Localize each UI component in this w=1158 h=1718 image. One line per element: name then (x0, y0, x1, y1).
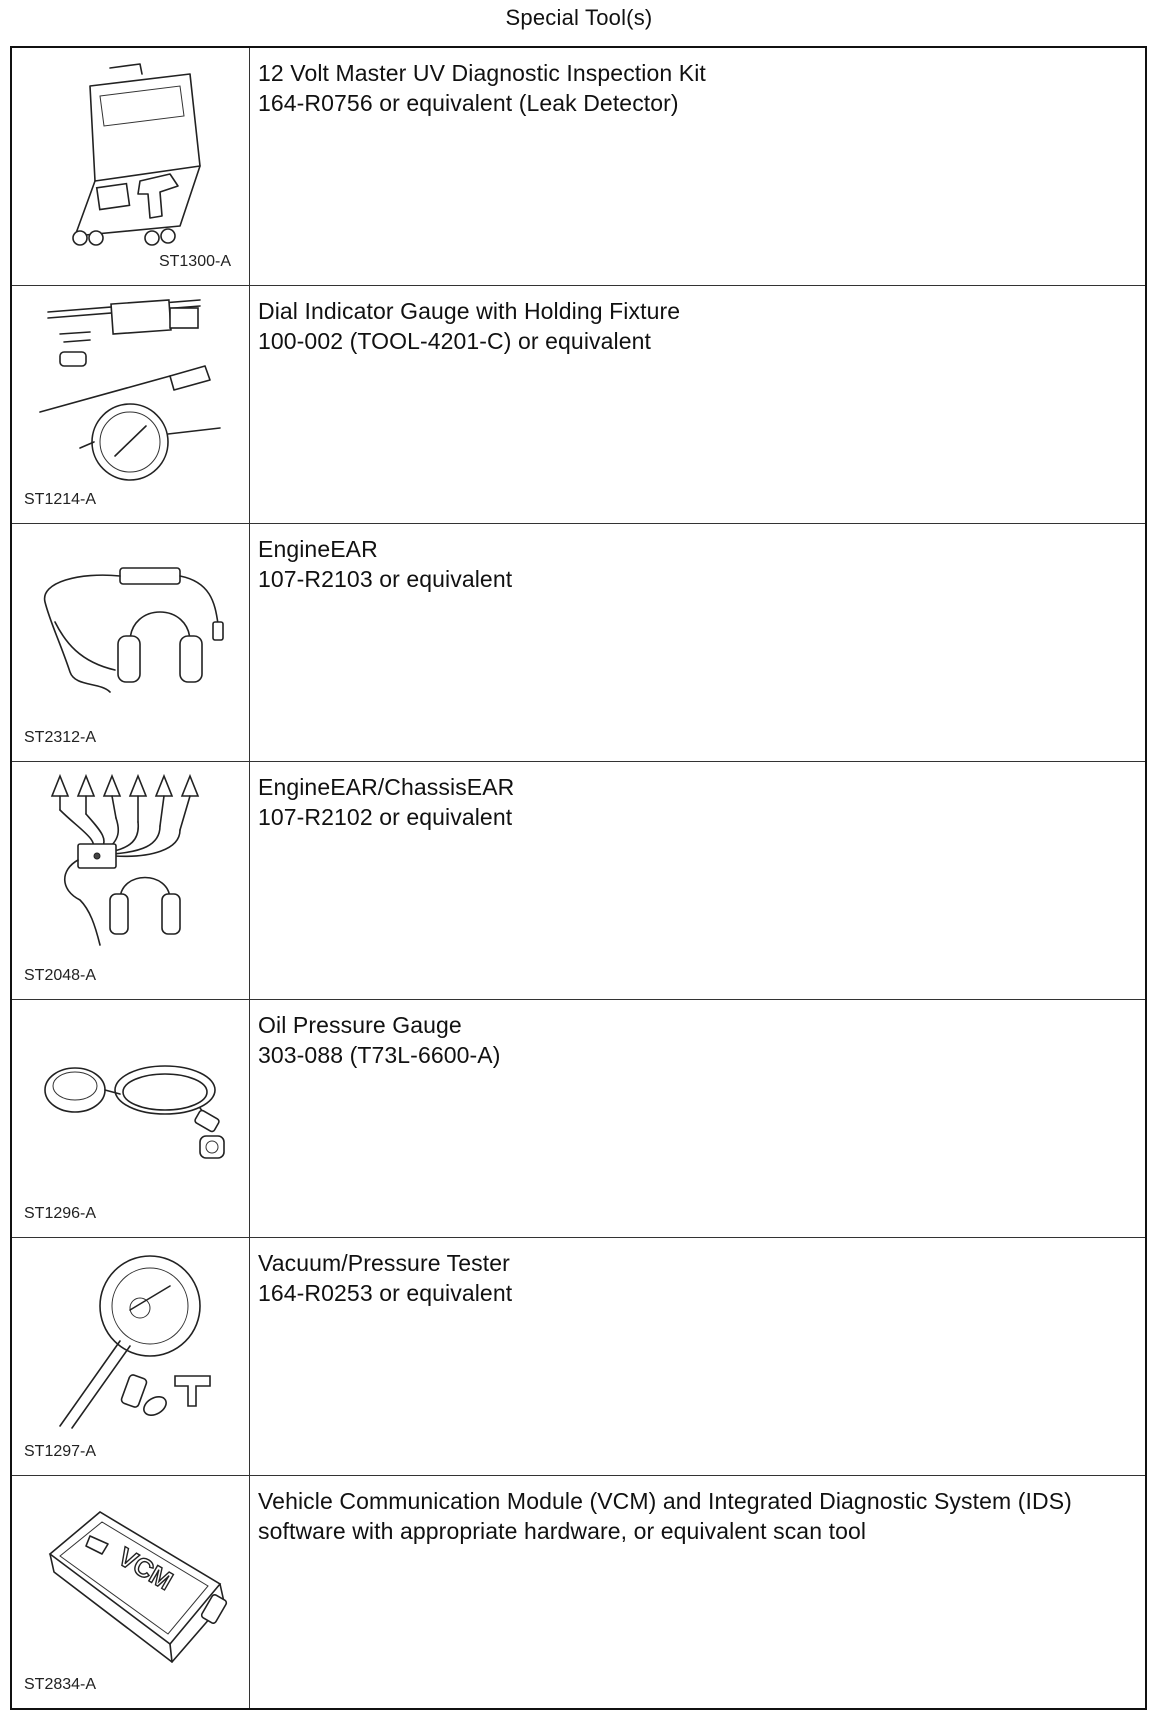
illustration-code: ST2834-A (24, 1676, 97, 1693)
tool-description (250, 286, 1145, 523)
tool-part-number: 164-R0756 or equivalent (Leak Detector) (258, 90, 679, 116)
tool-row (12, 762, 1145, 1000)
tool-illustration-cell (12, 1000, 250, 1237)
tool-name: EngineEAR (258, 536, 378, 562)
vcm-module-icon (20, 1484, 240, 1674)
tool-illustration-cell (12, 1238, 250, 1475)
tool-name: Oil Pressure Gauge (258, 1012, 462, 1038)
chassis-ear-clamps-icon (20, 770, 240, 960)
tool-row (12, 48, 1145, 286)
illustration-code: ST1297-A (24, 1443, 97, 1460)
tool-description (250, 762, 1145, 999)
tool-name: Vehicle Communication Module (VCM) and Integrated Diagnostic System (IDS) (258, 1488, 1072, 1514)
tool-description (250, 48, 1145, 285)
tool-part-number: 107-R2102 or equivalent (258, 804, 513, 830)
tool-illustration-cell (12, 286, 250, 523)
illustration-code: ST2312-A (24, 729, 97, 746)
tool-part-number: 107-R2103 or equivalent (258, 566, 513, 592)
vacuum-pressure-tester-icon (20, 1246, 240, 1436)
illustration-code: ST1214-A (24, 491, 97, 508)
tool-illustration-cell (12, 1476, 250, 1708)
tool-illustration-cell (12, 524, 250, 761)
tool-part-number: 100-002 (TOOL-4201-C) or equivalent (258, 328, 652, 354)
tool-row (12, 524, 1145, 762)
engine-ear-headphones-icon (20, 532, 240, 722)
tool-name: 12 Volt Master UV Diagnostic Inspection Kit (258, 60, 706, 86)
tool-row (12, 1476, 1145, 1708)
uv-inspection-kit-icon (20, 56, 240, 246)
tool-illustration-cell (12, 48, 250, 285)
tool-description (250, 1238, 1145, 1475)
page-title: Special Tool(s) (505, 5, 653, 30)
tool-name: Vacuum/Pressure Tester (258, 1250, 510, 1276)
special-tools-table (10, 46, 1147, 1710)
dial-indicator-gauge-icon (20, 294, 240, 484)
tool-illustration-cell (12, 762, 250, 999)
tool-description (250, 1000, 1145, 1237)
illustration-code: ST1296-A (24, 1205, 97, 1222)
tool-name: Dial Indicator Gauge with Holding Fixture (258, 298, 681, 324)
tool-row (12, 286, 1145, 524)
tool-part-number: 303-088 (T73L-6600-A) (258, 1042, 501, 1068)
illustration-code: ST2048-A (24, 967, 97, 984)
tool-part-number: 164-R0253 or equivalent (258, 1280, 513, 1306)
tool-name: EngineEAR/ChassisEAR (258, 774, 515, 800)
tool-description (250, 1476, 1145, 1708)
oil-pressure-gauge-icon (20, 1008, 240, 1198)
tool-row (12, 1238, 1145, 1476)
illustration-code: ST1300-A (158, 253, 231, 270)
tool-part-number: software with appropriate hardware, or equivalent scan tool (258, 1518, 867, 1544)
tool-description (250, 524, 1145, 761)
vcm-label: VCM (113, 1541, 179, 1597)
tool-row (12, 1000, 1145, 1238)
